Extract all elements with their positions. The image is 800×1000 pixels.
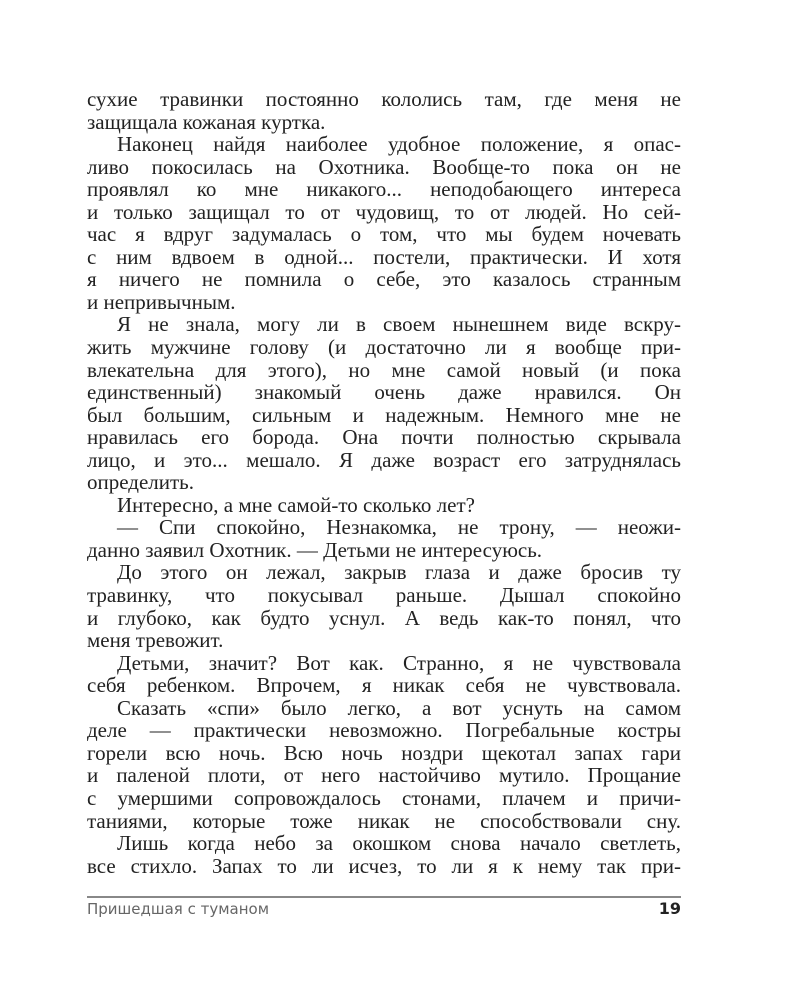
text-line: лицо, и это... мешало. Я даже возраст его затруднялась: [87, 447, 681, 472]
text-line: определить.: [87, 470, 195, 495]
text-line: я ничего не помнила о себе, это казалось странным: [87, 267, 681, 292]
text-line: все стихло. Запах то ли исчез, то ли я к нему так при-: [87, 853, 681, 878]
text-line: Сказать «спи» было легко, а вот уснуть на самом: [117, 695, 681, 720]
running-footer-title: Пришедшая с туманом: [87, 900, 270, 918]
text-line: и глубоко, как будто уснул. А ведь как-то понял, что: [87, 605, 681, 630]
text-line: с ним вдвоем в одной... постели, практически. И хотя: [87, 244, 681, 269]
text-line: влекательна для этого), но мне самой новый (и пока: [87, 357, 681, 382]
text-line: Я не знала, могу ли в своем нынешнем виде вскру-: [117, 312, 681, 337]
text-line: себя ребенком. Впрочем, я никак себя не чувствовала.: [87, 673, 681, 698]
text-line: с умершими сопровождалось стонами, плачем и причи-: [87, 785, 681, 810]
page-number: 19: [658, 899, 681, 918]
text-line: меня тревожит.: [87, 628, 224, 653]
text-line: Интересно, а мне самой-то сколько лет?: [117, 492, 475, 517]
text-line: защищала кожаная куртка.: [87, 109, 326, 134]
text-line: Наконец найдя наиболее удобное положение, я опас-: [117, 132, 681, 157]
text-line: — Спи спокойно, Незнакомка, не трону, — неожи-: [117, 515, 681, 540]
page-body-text: [87, 88, 681, 877]
text-line: данно заявил Охотник. — Детьми не интересуюсь.: [87, 537, 543, 562]
text-line: таниями, которые тоже никак не способствовали сну.: [87, 808, 681, 833]
text-line: До этого он лежал, закрыв глаза и даже бросив ту: [117, 560, 681, 585]
text-line: Лишь когда небо за окошком снова начало светлеть,: [117, 831, 681, 856]
text-line: жить мужчине голову (и достаточно ли я вообще при-: [87, 335, 681, 360]
text-line: единственный) знакомый очень даже нравился. Он: [87, 380, 681, 405]
text-line: и непривычным.: [87, 289, 236, 314]
text-line: ливо покосилась на Охотника. Вообще-то пока он не: [87, 154, 681, 179]
text-line: час я вдруг задумалась о том, что мы будем ночевать: [87, 222, 681, 247]
text-line: сухие травинки постоянно кололись там, где меня не: [87, 87, 681, 111]
text-line: деле — практически невозможно. Погребальные костры: [87, 718, 681, 743]
text-line: и паленой плоти, от него настойчиво мутило. Прощание: [87, 763, 681, 788]
text-line: и только защищал то от чудовищ, то от людей. Но сей-: [87, 199, 681, 224]
text-line: Детьми, значит? Вот как. Странно, я не чувствовала: [117, 650, 681, 675]
text-line: нравилась его борода. Она почти полностью скрывала: [87, 425, 681, 450]
text-line: горели всю ночь. Всю ночь ноздри щекотал запах гари: [87, 740, 681, 765]
footer-divider: [87, 896, 681, 898]
text-line: был большим, сильным и надежным. Немного мне не: [87, 402, 681, 427]
text-line: травинку, что покусывал раньше. Дышал спокойно: [87, 583, 681, 608]
text-line: проявлял ко мне никакого... неподобающего интереса: [87, 177, 681, 202]
